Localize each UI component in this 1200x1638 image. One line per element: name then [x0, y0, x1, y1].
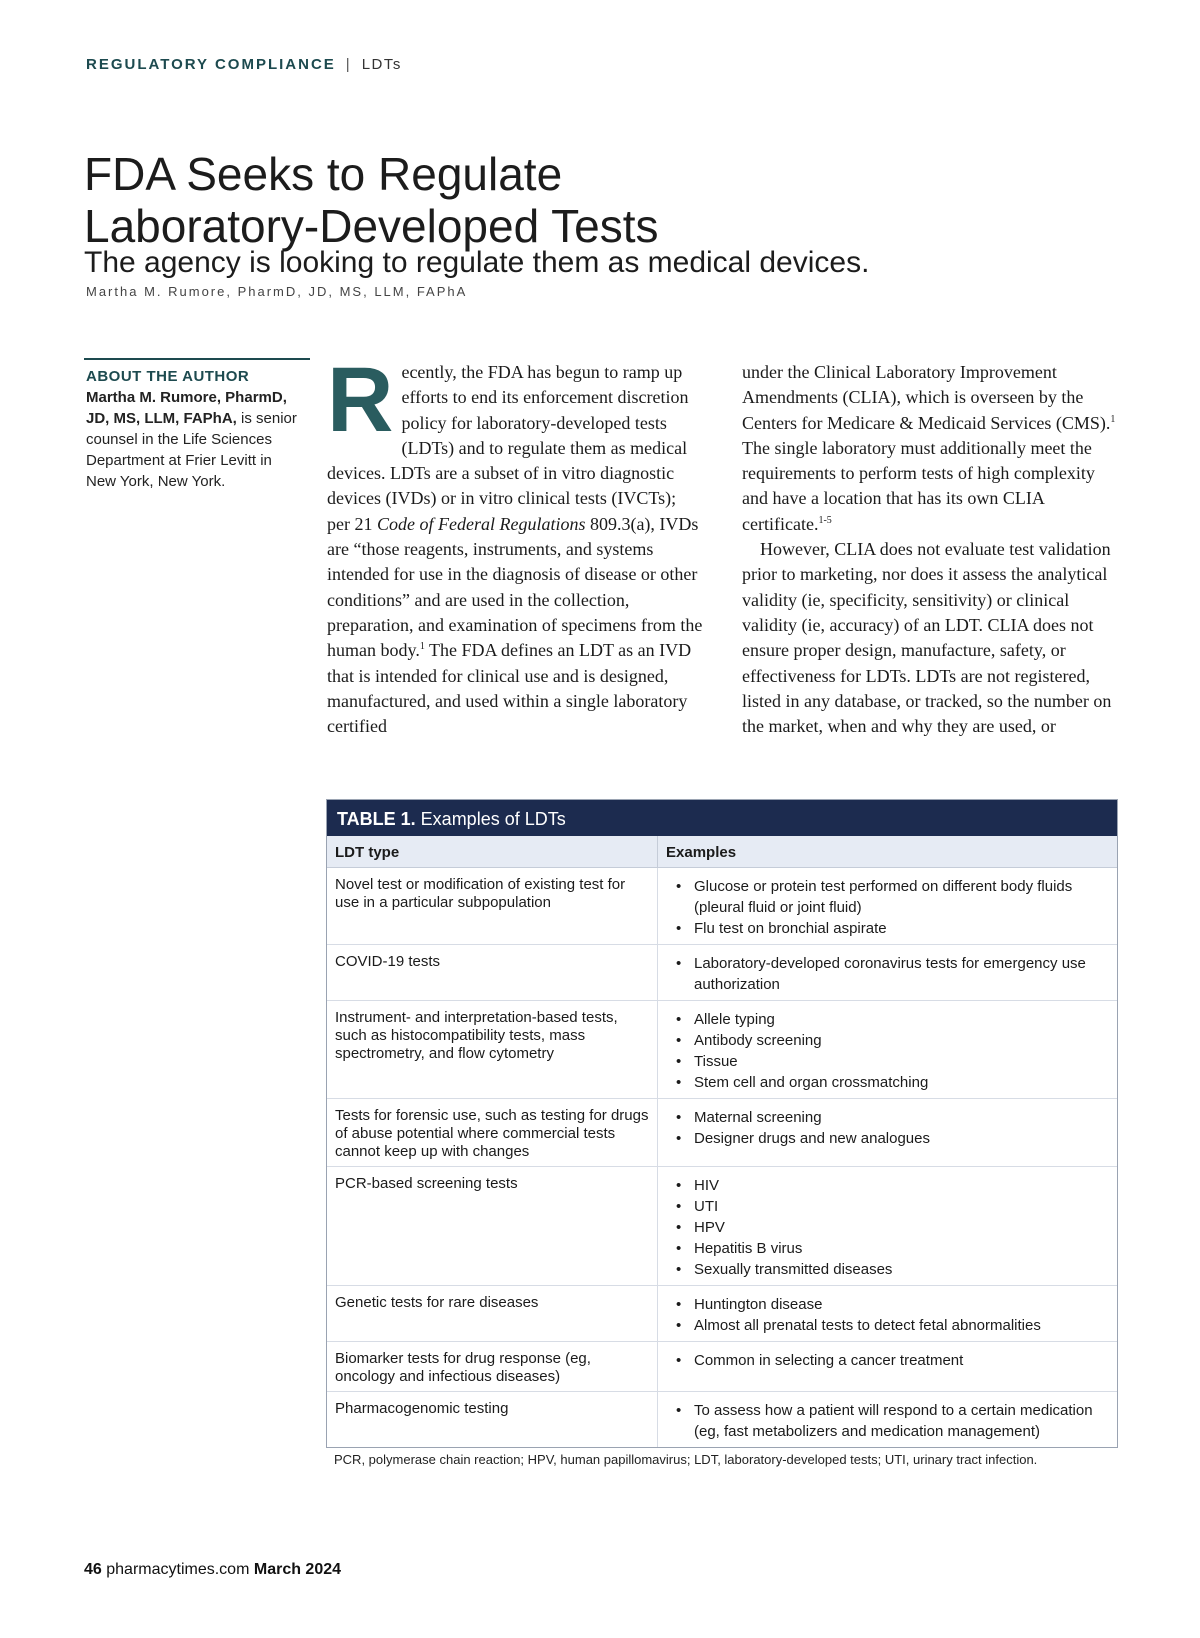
examples-cell — [658, 1342, 1118, 1392]
table-header-row — [327, 836, 1117, 868]
body-italic: Code of Federal Regulations — [376, 513, 586, 534]
table-row — [327, 1167, 1117, 1286]
ldt-type-cell: PCR-based screening tests — [327, 1167, 658, 1286]
body-column-2 — [742, 360, 1120, 739]
reference-marker: 1 — [419, 641, 425, 653]
example-item: • To assess how a patient will respond to a certain medication (eg, fast metabolizers and medication management) — [694, 1400, 1109, 1442]
body-column-1 — [327, 349, 703, 739]
section-topic: LDTs — [361, 56, 402, 73]
examples-cell — [658, 1392, 1118, 1448]
author-bio: is senior counsel in the Life Sciences Department at Frier Levitt in New York, New York. — [86, 410, 297, 490]
examples-list — [666, 1294, 1109, 1336]
table-row — [327, 868, 1117, 945]
table-row — [327, 1342, 1117, 1392]
footer-site: pharmacytimes.com — [106, 1561, 250, 1578]
section-separator: | — [345, 56, 352, 73]
page-footer — [84, 1561, 341, 1579]
table-row — [327, 1286, 1117, 1342]
examples-list — [666, 1107, 1109, 1149]
table-row — [327, 1001, 1117, 1099]
examples-list — [666, 1175, 1109, 1280]
table-rows — [327, 868, 1117, 1448]
author-name: Martha M. Rumore, PharmD, JD, MS, LLM, FAPhA, — [86, 389, 287, 427]
table-row — [327, 945, 1117, 1001]
examples-list — [666, 1400, 1109, 1442]
example-item: • Almost all prenatal tests to detect fetal abnormalities — [694, 1315, 1109, 1336]
section-header — [86, 56, 402, 73]
ldt-type-cell: Genetic tests for rare diseases — [327, 1286, 658, 1342]
body-text: ecently, the FDA has begun to ramp up efforts to end its enforcement discretion policy for laboratory-developed tests (LDTs) and to regulate them as medical devices. LDTs are a subset of in vitro diagnostic devices (IVDs) or in vitro clinical tests (IVCTs); per 21 — [327, 362, 689, 534]
example-item: • Antibody screening — [694, 1030, 1109, 1051]
ldt-type-cell: Instrument- and interpretation-based tests, such as histocompatibility tests, mass spectrometry, and flow cytometry — [327, 1001, 658, 1099]
title-line-1: FDA Seeks to Regulate — [84, 148, 563, 200]
example-item: • Sexually transmitted diseases — [694, 1259, 1109, 1280]
author-divider — [84, 358, 310, 360]
example-item: • Designer drugs and new analogues — [694, 1128, 1109, 1149]
footer-issue: March 2024 — [253, 1561, 342, 1578]
title-line-2: Laboratory-Developed Tests — [84, 200, 659, 252]
table-row — [327, 1392, 1117, 1448]
example-item: • Laboratory-developed coronavirus tests for emergency use authorization — [694, 953, 1109, 995]
body-paragraph-3: However, CLIA does not evaluate test validation prior to marketing, nor does it assess the analytical validity (ie, specificity, sensitivity) or clinical validity (ie, accuracy) of an LDT. CLIA does not ensure proper design, manufacture, safety, or effectiveness for LDTs. LDTs are not registered, listed in any database, or tracked, so the number on the market, when and why they are used, or — [742, 539, 1112, 737]
example-item: • HPV — [694, 1217, 1109, 1238]
body-paragraph-2 — [742, 360, 1120, 537]
ldt-type-cell: COVID-19 tests — [327, 945, 658, 1001]
body-text: 809.3(a), IVDs are “those reagents, instruments, and systems intended for use in the diagnosis of disease or other conditions” and are used in the collection, preparation, and examination of specimens from the human body. — [327, 513, 703, 661]
table-title — [327, 800, 1117, 836]
table-body — [327, 836, 1117, 1447]
ldt-type-cell: Novel test or modification of existing test for use in a particular subpopulation — [327, 868, 658, 945]
article-title — [84, 148, 984, 252]
table-caption: Examples of LDTs — [415, 809, 566, 829]
example-item: • Hepatitis B virus — [694, 1238, 1109, 1259]
examples-list — [666, 876, 1109, 939]
table-examples-of-ldts — [326, 799, 1118, 1448]
example-item: • Maternal screening — [694, 1107, 1109, 1128]
table-label: TABLE 1. — [337, 809, 416, 829]
examples-cell — [658, 1001, 1118, 1099]
example-item: • Flu test on bronchial aspirate — [694, 918, 1109, 939]
body-text: The single laboratory must additionally meet the requirements to perform tests of high complexity and have a location that has its own CLIA certificate. — [742, 437, 1095, 534]
column-header-ldt-type: LDT type — [327, 836, 658, 868]
examples-cell — [658, 1099, 1118, 1167]
example-item: • Allele typing — [694, 1009, 1109, 1030]
examples-cell — [658, 1167, 1118, 1286]
example-item: • Common in selecting a cancer treatment — [694, 1350, 1109, 1371]
example-item: • HIV — [694, 1175, 1109, 1196]
section-label: REGULATORY COMPLIANCE — [86, 56, 336, 73]
example-item: • Glucose or protein test performed on different body fluids (pleural fluid or joint fluid) — [694, 876, 1109, 918]
column-header-examples: Examples — [658, 836, 1118, 868]
reference-marker: 1 — [1110, 413, 1116, 425]
example-item: • Huntington disease — [694, 1294, 1109, 1315]
examples-list — [666, 953, 1109, 995]
drop-cap: R — [327, 349, 394, 451]
reference-marker: 1-5 — [818, 514, 832, 526]
ldt-type-cell: Biomarker tests for drug response (eg, oncology and infectious diseases) — [327, 1342, 658, 1392]
example-item: • UTI — [694, 1196, 1109, 1217]
body-text: The FDA defines an LDT as an IVD that is intended for clinical use and is designed, manufactured, and used within a single laboratory certified — [327, 640, 692, 737]
page-number: 46 — [84, 1561, 102, 1578]
about-author-heading: ABOUT THE AUTHOR — [86, 368, 250, 385]
body-text: under the Clinical Laboratory Improvement Amendments (CLIA), which is overseen by the Centers for Medicare & Medicaid Services (CMS). — [742, 362, 1111, 433]
table-footnote: PCR, polymerase chain reaction; HPV, human papillomavirus; LDT, laboratory-developed tests; UTI, urinary tract infection. — [334, 1452, 1038, 1467]
example-item: • Tissue — [694, 1051, 1109, 1072]
examples-list — [666, 1009, 1109, 1093]
examples-cell — [658, 945, 1118, 1001]
article-subtitle: The agency is looking to regulate them as medical devices. — [84, 246, 870, 279]
examples-list — [666, 1350, 1109, 1371]
ldt-type-cell: Tests for forensic use, such as testing for drugs of abuse potential where commercial tests cannot keep up with changes — [327, 1099, 658, 1167]
examples-cell — [658, 1286, 1118, 1342]
byline: Martha M. Rumore, PharmD, JD, MS, LLM, FAPhA — [86, 284, 468, 299]
examples-cell — [658, 868, 1118, 945]
table-row — [327, 1099, 1117, 1167]
about-author — [86, 366, 306, 492]
example-item: • Stem cell and organ crossmatching — [694, 1072, 1109, 1093]
ldt-type-cell: Pharmacogenomic testing — [327, 1392, 658, 1448]
